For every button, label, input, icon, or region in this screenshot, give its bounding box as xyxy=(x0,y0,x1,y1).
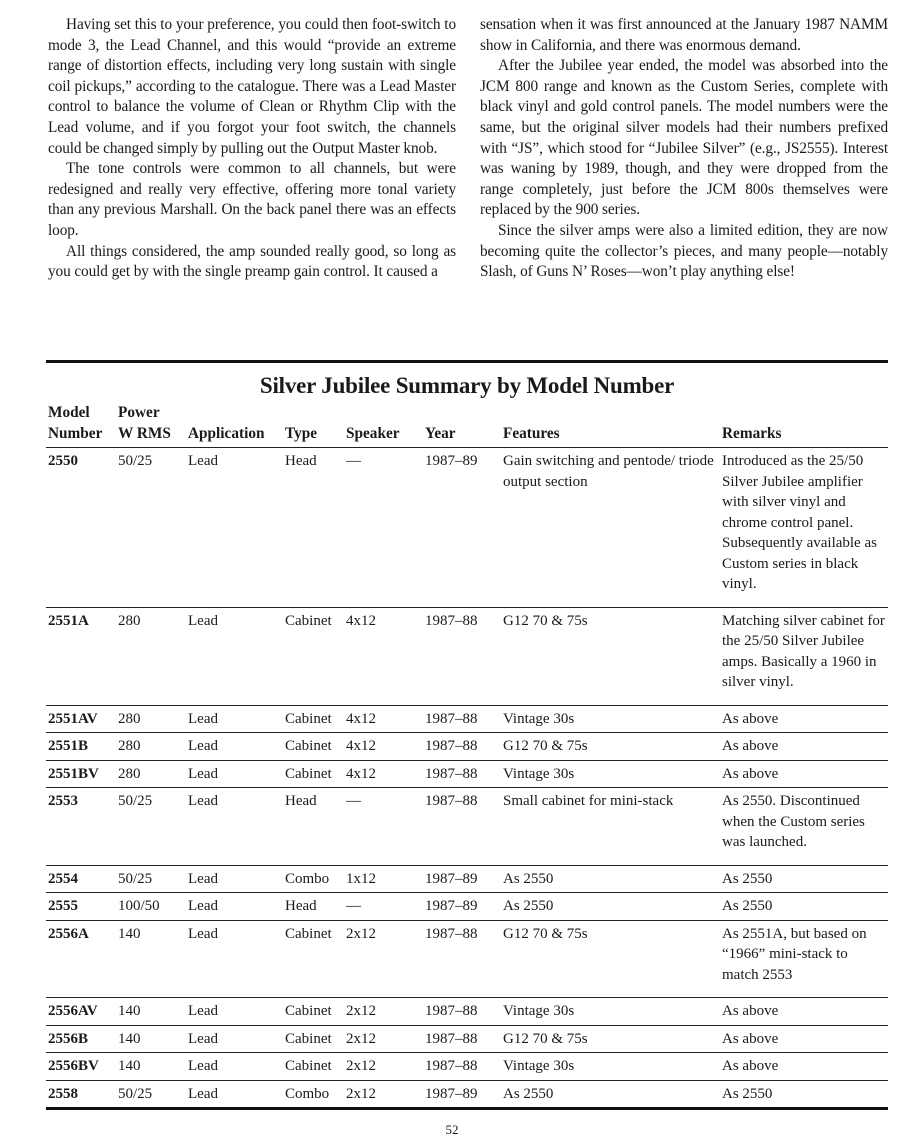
table-row xyxy=(46,865,888,893)
cell-model: 2551B xyxy=(48,738,89,754)
cell-type: Cabinet xyxy=(285,612,332,629)
left-text-column xyxy=(48,15,456,283)
cell-application: Lead xyxy=(188,898,218,914)
cell-year: 1987–88 xyxy=(425,1030,478,1047)
cell-power: 140 xyxy=(118,1003,141,1019)
cell-remarks: Matching silver cabinet for the 25/50 Silver Jubilee amps. Basically a 1960 in silver vinyl. xyxy=(722,612,885,690)
cell-power: 280 xyxy=(118,738,141,754)
cell-speaker: 2x12 xyxy=(346,1058,376,1074)
header-features: Features xyxy=(503,424,560,442)
table-bottom-rule xyxy=(46,1107,888,1110)
cell-application: Lead xyxy=(188,738,218,754)
cell-remarks: As 2550 xyxy=(722,870,773,887)
cell-power: 280 xyxy=(118,765,141,782)
header-type: Type xyxy=(285,424,318,442)
cell-speaker: 2x12 xyxy=(346,1003,376,1019)
cell-speaker: 4x12 xyxy=(346,612,376,629)
cell-application: Lead xyxy=(188,765,218,782)
cell-type: Cabinet xyxy=(285,710,332,727)
cell-type: Cabinet xyxy=(285,1030,332,1047)
cell-speaker: — xyxy=(346,898,361,914)
cell-remarks: As above xyxy=(722,1003,779,1019)
cell-application: Lead xyxy=(188,1058,218,1074)
cell-model: 2551A xyxy=(48,612,89,629)
cell-type: Combo xyxy=(285,870,330,887)
cell-application: Lead xyxy=(188,1030,218,1047)
cell-year: 1987–88 xyxy=(425,765,478,782)
page-number: 52 xyxy=(445,1122,459,1137)
cell-features: Vintage 30s xyxy=(503,1003,575,1019)
cell-model: 2551AV xyxy=(48,710,98,727)
cell-type: Head xyxy=(285,898,317,914)
right-text-column xyxy=(480,15,888,283)
cell-model: 2551BV xyxy=(48,765,99,782)
cell-model: 2550 xyxy=(48,453,78,469)
cell-remarks: As 2550. Discontinued when the Custom series was launched. xyxy=(722,793,865,850)
table-row xyxy=(46,788,888,866)
header-application: Application xyxy=(188,424,265,442)
cell-remarks: As above xyxy=(722,765,779,782)
header-speaker: Speaker xyxy=(346,424,400,442)
cell-power: 50/25 xyxy=(118,870,153,887)
cell-power: 140 xyxy=(118,925,141,942)
cell-type: Cabinet xyxy=(285,1003,332,1019)
body-paragraph: Having set this to your preference, you could then foot-switch to mode 3, the Lead Channel, and this would “provide an extreme range of distortion effects, including very long sustain with single coil pickups,” according to the catalogue. There was a Lead Master control to balance the volume of Clean or Rhythm Clip with the Lead volume, and if you forgot your foot switch, the channels could be changed simply by pulling out the Output Master knob. xyxy=(48,16,456,157)
cell-speaker: 2x12 xyxy=(346,1030,376,1047)
cell-application: Lead xyxy=(188,870,218,887)
table-row xyxy=(46,893,888,921)
cell-power: 280 xyxy=(118,710,141,727)
cell-application: Lead xyxy=(188,1003,218,1019)
cell-year: 1987–89 xyxy=(425,870,478,887)
summary-table xyxy=(46,403,888,1107)
cell-speaker: — xyxy=(346,453,361,469)
cell-power: 280 xyxy=(118,612,141,629)
body-paragraph: After the Jubilee year ended, the model was absorbed into the JCM 800 range and known as the Custom Series, complete with black vinyl and gold control panels. The model numbers were the same, but the original silver models had their numbers prefixed with “JS”, which stood for “Jubilee Silver” (e.g., JS2555). Interest was waning by 1989, though, and they were dropped from the range completely, just before the JCM 800s themselves were replaced by the 900 series. xyxy=(480,57,888,219)
cell-type: Cabinet xyxy=(285,1058,332,1074)
cell-power: 100/50 xyxy=(118,898,160,914)
cell-features: G12 70 & 75s xyxy=(503,925,588,942)
cell-speaker: 4x12 xyxy=(346,710,376,727)
table-row xyxy=(46,733,888,761)
cell-features: As 2550 xyxy=(503,1085,554,1102)
cell-speaker: 4x12 xyxy=(346,765,376,782)
cell-year: 1987–88 xyxy=(425,738,478,754)
cell-year: 1987–89 xyxy=(425,898,478,914)
cell-features: G12 70 & 75s xyxy=(503,738,588,754)
cell-year: 1987–88 xyxy=(425,925,478,942)
cell-remarks: As 2550 xyxy=(722,898,773,914)
cell-remarks: As 2551A, but based on “1966” mini-stack to match 2553 xyxy=(722,925,867,983)
cell-features: Vintage 30s xyxy=(503,1058,575,1074)
cell-features: As 2550 xyxy=(503,898,554,914)
cell-features: Small cabinet for mini-stack xyxy=(503,793,674,809)
cell-features: Vintage 30s xyxy=(503,710,575,727)
cell-type: Cabinet xyxy=(285,738,332,754)
cell-year: 1987–88 xyxy=(425,612,478,629)
cell-remarks: As above xyxy=(722,1058,779,1074)
cell-model: 2556B xyxy=(48,1030,89,1047)
cell-year: 1987–88 xyxy=(425,1058,478,1074)
body-paragraph: Since the silver amps were also a limited edition, they are now becoming quite the collector’s pieces, and many people—notably Slash, of Guns N’ Roses—won’t play anything else! xyxy=(480,221,888,281)
cell-model: 2555 xyxy=(48,898,78,914)
cell-remarks: Introduced as the 25/50 Silver Jubilee amplifier with silver vinyl and chrome control panel. Subsequently available as Custom series in black vinyl. xyxy=(722,453,877,592)
cell-remarks: As above xyxy=(722,738,779,754)
body-paragraph: All things considered, the amp sounded really good, so long as you could get by with the single preamp gain control. It caused a xyxy=(48,242,456,281)
table-row xyxy=(46,705,888,733)
table-row xyxy=(46,448,888,608)
cell-year: 1987–89 xyxy=(425,1085,478,1102)
cell-type: Head xyxy=(285,793,317,809)
cell-model: 2556BV xyxy=(48,1058,99,1074)
table-header-row xyxy=(46,403,888,448)
cell-type: Cabinet xyxy=(285,765,332,782)
cell-model: 2553 xyxy=(48,793,78,809)
table-title: Silver Jubilee Summary by Model Number xyxy=(259,373,675,398)
cell-speaker: 2x12 xyxy=(346,925,376,942)
header-power: Power W RMS xyxy=(118,404,171,442)
cell-speaker: 1x12 xyxy=(346,870,376,887)
cell-year: 1987–89 xyxy=(425,453,478,469)
cell-type: Head xyxy=(285,453,317,469)
cell-speaker: 4x12 xyxy=(346,738,376,754)
cell-application: Lead xyxy=(188,710,218,727)
table-row xyxy=(46,1080,888,1107)
cell-power: 140 xyxy=(118,1058,141,1074)
table-row xyxy=(46,1053,888,1081)
cell-model: 2554 xyxy=(48,870,78,887)
cell-application: Lead xyxy=(188,793,218,809)
table-top-rule xyxy=(46,360,888,363)
table-row xyxy=(46,998,888,1026)
table-row xyxy=(46,1025,888,1053)
cell-remarks: As above xyxy=(722,1030,779,1047)
table-row xyxy=(46,607,888,705)
cell-power: 50/25 xyxy=(118,793,153,809)
cell-model: 2556A xyxy=(48,925,89,942)
table-row xyxy=(46,760,888,788)
cell-features: As 2550 xyxy=(503,870,554,887)
cell-features: Vintage 30s xyxy=(503,765,575,782)
cell-power: 50/25 xyxy=(118,1085,153,1102)
header-year: Year xyxy=(425,424,456,442)
cell-year: 1987–88 xyxy=(425,793,478,809)
cell-application: Lead xyxy=(188,453,218,469)
cell-speaker: — xyxy=(346,793,361,809)
body-paragraph: The tone controls were common to all channels, but were redesigned and really very effective, offering more tonal variety than any previous Marshall. On the back panel there was an effects loop. xyxy=(48,160,456,239)
cell-features: G12 70 & 75s xyxy=(503,1030,588,1047)
summary-table-section xyxy=(46,360,888,1110)
body-paragraph-continuation: sensation when it was first announced at the January 1987 NAMM show in California, and there was enormous demand. xyxy=(480,16,888,54)
cell-model: 2556AV xyxy=(48,1003,98,1019)
cell-type: Combo xyxy=(285,1085,330,1102)
table-row xyxy=(46,920,888,998)
cell-power: 50/25 xyxy=(118,453,153,469)
cell-remarks: As above xyxy=(722,710,779,727)
cell-type: Cabinet xyxy=(285,925,332,942)
cell-features: G12 70 & 75s xyxy=(503,612,588,629)
header-model: Model Number xyxy=(48,404,103,442)
cell-year: 1987–88 xyxy=(425,710,478,727)
header-remarks: Remarks xyxy=(722,424,782,442)
cell-speaker: 2x12 xyxy=(346,1085,376,1102)
cell-application: Lead xyxy=(188,612,218,629)
cell-year: 1987–88 xyxy=(425,1003,478,1019)
cell-application: Lead xyxy=(188,1085,218,1102)
cell-application: Lead xyxy=(188,925,218,942)
cell-power: 140 xyxy=(118,1030,141,1047)
cell-model: 2558 xyxy=(48,1085,78,1102)
cell-remarks: As 2550 xyxy=(722,1085,773,1102)
cell-features: Gain switching and pentode/ triode output section xyxy=(503,453,714,490)
